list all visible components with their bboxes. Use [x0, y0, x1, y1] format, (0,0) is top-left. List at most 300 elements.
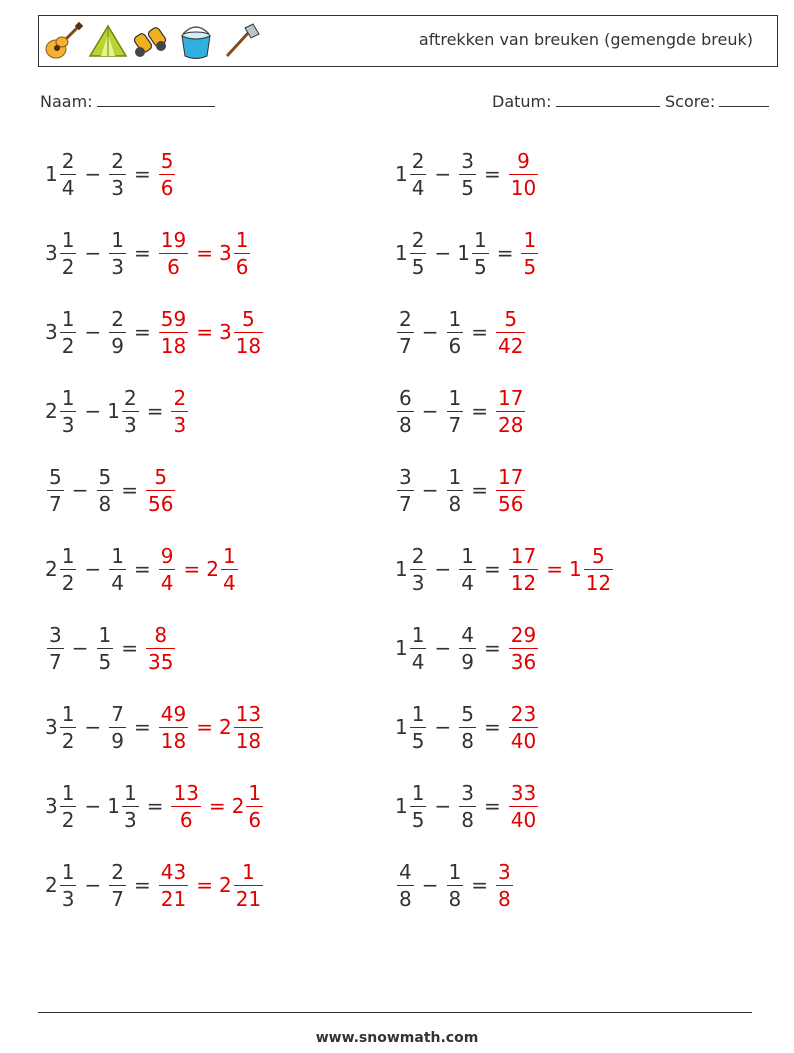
fraction [459, 545, 476, 594]
fraction [122, 782, 139, 831]
whole-part: 1 [107, 794, 120, 818]
fraction-bar [459, 648, 476, 649]
minus-sign: − [71, 636, 89, 660]
denominator: 7 [399, 333, 412, 358]
numerator: 1 [61, 859, 75, 884]
denominator: 40 [510, 728, 537, 753]
numerator: 5 [461, 701, 474, 726]
minus-sign: − [421, 478, 439, 502]
numerator: 1 [61, 227, 75, 252]
fraction-bar [97, 490, 114, 491]
numerator: 1 [242, 859, 255, 884]
denominator: 3 [411, 570, 425, 595]
numerator: 5 [592, 543, 605, 568]
fraction [159, 703, 188, 752]
fraction [159, 150, 176, 199]
denominator: 4 [61, 175, 75, 200]
denominator: 6 [160, 175, 174, 200]
fraction [122, 387, 139, 436]
date-blank[interactable] [556, 92, 660, 107]
numerator: 3 [49, 622, 62, 647]
minus-sign: − [71, 478, 89, 502]
fraction-bar [159, 332, 188, 333]
denominator: 4 [111, 570, 124, 595]
problem-item [45, 221, 252, 285]
minus-sign: − [84, 715, 102, 739]
numerator: 4 [399, 859, 412, 884]
fraction [146, 466, 175, 515]
minus-sign: − [434, 162, 452, 186]
numerator: 2 [111, 306, 124, 331]
denominator: 8 [461, 728, 474, 753]
binoculars-icon [131, 20, 173, 62]
answer [519, 229, 540, 278]
whole-part: 2 [45, 399, 58, 423]
mixed-number [107, 150, 128, 199]
equals-sign: = [471, 320, 488, 344]
numerator: 29 [510, 622, 537, 647]
denominator: 35 [148, 649, 174, 674]
fraction-bar [146, 648, 175, 649]
fraction-bar [410, 806, 427, 807]
problem-item [395, 458, 527, 522]
fraction-bar [159, 253, 188, 254]
answer [157, 861, 265, 910]
fraction-bar [496, 885, 513, 886]
fraction-bar [459, 806, 476, 807]
name-blank[interactable] [97, 92, 215, 107]
denominator: 10 [510, 175, 537, 200]
fraction [159, 861, 188, 910]
answer-equals-sign: = [196, 715, 213, 739]
equals-sign: = [483, 162, 501, 186]
fraction [410, 782, 427, 831]
fraction-bar [459, 727, 476, 728]
problem-item [45, 379, 190, 443]
denominator: 8 [461, 807, 474, 832]
whole-part: 2 [206, 557, 219, 581]
numerator: 1 [461, 543, 474, 568]
mixed-number [107, 308, 128, 357]
name-label: Naam: [40, 92, 93, 111]
problem-item [45, 537, 240, 601]
fraction [234, 308, 263, 357]
fraction [410, 624, 427, 673]
problem-item [395, 853, 515, 917]
problem-item [45, 142, 177, 206]
fraction-bar [397, 490, 414, 491]
denominator: 8 [448, 491, 462, 516]
equals-sign: = [121, 636, 138, 660]
problem-item [45, 616, 177, 680]
fraction [109, 150, 126, 199]
fraction [234, 229, 251, 278]
fraction-bar [459, 569, 476, 570]
denominator: 3 [173, 412, 187, 437]
answer [144, 624, 177, 673]
mixed-number [445, 308, 466, 357]
mixed-number [95, 466, 116, 515]
mixed-number [107, 861, 128, 910]
whole-part: 2 [45, 557, 58, 581]
header-icons [43, 20, 261, 64]
answer [507, 782, 540, 831]
denominator: 3 [61, 412, 75, 437]
numerator: 1 [235, 227, 249, 252]
fraction [509, 782, 538, 831]
denominator: 6 [235, 254, 249, 279]
numerator: 2 [411, 148, 425, 173]
equals-sign: = [483, 557, 501, 581]
denominator: 6 [448, 333, 462, 358]
mixed-number [45, 624, 66, 673]
fraction-bar [234, 253, 251, 254]
numerator: 1 [123, 780, 137, 805]
mixed-number [219, 861, 265, 910]
answer [169, 387, 190, 436]
answer-equals-sign: = [196, 873, 213, 897]
mixed-number [395, 545, 428, 594]
worksheet-title: aftrekken van breuken (gemengde breuk) [418, 30, 753, 49]
fraction-bar [171, 411, 188, 412]
numerator: 5 [98, 464, 112, 489]
minus-sign: − [421, 873, 439, 897]
fraction [410, 703, 427, 752]
numerator: 3 [399, 464, 412, 489]
fraction [496, 466, 525, 515]
denominator: 5 [411, 807, 425, 832]
fraction [97, 624, 114, 673]
denominator: 7 [399, 491, 412, 516]
equals-sign: = [483, 715, 501, 739]
fraction-bar [109, 174, 126, 175]
fraction-bar [146, 490, 175, 491]
mixed-number [445, 861, 466, 910]
mixed-number [445, 387, 466, 436]
denominator: 42 [498, 333, 524, 358]
numerator: 5 [49, 464, 62, 489]
fraction-bar [60, 332, 77, 333]
whole-part: 3 [45, 320, 58, 344]
fraction [509, 150, 538, 199]
fraction-bar [60, 411, 77, 412]
bucket-icon [175, 20, 217, 62]
fraction [509, 624, 538, 673]
fraction-bar [159, 569, 176, 570]
fraction-bar [47, 648, 64, 649]
denominator: 56 [148, 491, 174, 516]
mixed-number [445, 466, 466, 515]
fraction-bar [410, 174, 427, 175]
numerator: 1 [411, 622, 425, 647]
mixed-number [232, 782, 265, 831]
fraction [459, 782, 476, 831]
denominator: 7 [49, 649, 62, 674]
whole-part: 2 [45, 873, 58, 897]
whole-part: 3 [218, 320, 232, 344]
fraction [234, 703, 263, 752]
whole-part: 2 [231, 794, 245, 818]
mixed-number [457, 703, 478, 752]
fraction-bar [447, 411, 464, 412]
mixed-number [395, 308, 416, 357]
fraction-bar [234, 885, 263, 886]
problem-item [395, 379, 527, 443]
problem-item [45, 853, 265, 917]
denominator: 8 [498, 886, 511, 911]
mixed-number [45, 545, 78, 594]
fraction-bar [159, 174, 176, 175]
answer-equals-sign: = [208, 794, 226, 818]
whole-part: 1 [457, 241, 470, 265]
score-label: Score: [665, 92, 716, 111]
numerator: 1 [448, 464, 462, 489]
denominator: 8 [399, 886, 412, 911]
minus-sign: − [434, 557, 452, 581]
problem-item [395, 221, 540, 285]
fraction-bar [410, 727, 427, 728]
fraction-bar [447, 332, 464, 333]
fraction [171, 387, 188, 436]
date-field [492, 92, 660, 111]
equals-sign: = [146, 794, 164, 818]
fraction-bar [472, 253, 489, 254]
fraction [60, 308, 77, 357]
numerator: 9 [517, 148, 530, 173]
denominator: 2 [61, 570, 75, 595]
fraction [509, 703, 538, 752]
denominator: 6 [248, 807, 262, 832]
numerator: 13 [173, 780, 199, 805]
numerator: 7 [111, 701, 124, 726]
fraction [97, 466, 114, 515]
fraction [397, 466, 414, 515]
answer [169, 782, 265, 831]
footer-divider [38, 1012, 752, 1013]
denominator: 9 [461, 649, 474, 674]
tent-icon [87, 20, 129, 62]
numerator: 2 [411, 543, 425, 568]
whole-part: 1 [395, 636, 408, 660]
fraction-bar [509, 727, 538, 728]
fraction-bar [410, 253, 427, 254]
numerator: 5 [154, 464, 168, 489]
mixed-number [457, 782, 478, 831]
fraction [447, 308, 464, 357]
fraction-bar [109, 569, 126, 570]
whole-part: 3 [45, 715, 58, 739]
fraction [60, 545, 77, 594]
mixed-number [395, 466, 416, 515]
fraction [397, 387, 414, 436]
answer [494, 308, 527, 357]
minus-sign: − [434, 794, 452, 818]
denominator: 5 [411, 728, 425, 753]
numerator: 2 [411, 227, 425, 252]
denominator: 12 [585, 570, 612, 595]
worksheet-header [38, 15, 778, 67]
fraction-bar [496, 332, 525, 333]
score-blank[interactable] [719, 92, 769, 107]
fraction-bar [496, 411, 525, 412]
minus-sign: − [84, 241, 102, 265]
fraction [410, 229, 427, 278]
whole-part: 2 [218, 715, 232, 739]
answer [507, 624, 540, 673]
mixed-number [395, 703, 428, 752]
whole-part: 1 [395, 715, 408, 739]
fraction-bar [159, 885, 188, 886]
fraction [509, 545, 538, 594]
denominator: 5 [523, 254, 537, 279]
denominator: 9 [111, 728, 124, 753]
denominator: 36 [510, 649, 537, 674]
mixed-number [95, 624, 116, 673]
whole-part: 3 [45, 241, 58, 265]
fraction-bar [122, 806, 139, 807]
fraction [496, 308, 525, 357]
numerator: 59 [160, 306, 187, 331]
minus-sign: − [421, 320, 439, 344]
equals-sign: = [133, 241, 151, 265]
denominator: 7 [111, 886, 124, 911]
denominator: 2 [61, 254, 75, 279]
answer [494, 466, 527, 515]
fraction-bar [397, 885, 414, 886]
denominator: 12 [510, 570, 537, 595]
whole-part: 1 [107, 399, 120, 423]
denominator: 5 [473, 254, 487, 279]
numerator: 23 [510, 701, 537, 726]
numerator: 17 [498, 464, 524, 489]
fraction-bar [171, 806, 200, 807]
numerator: 5 [504, 306, 518, 331]
fraction-bar [447, 490, 464, 491]
denominator: 3 [123, 807, 137, 832]
problem-item [395, 142, 540, 206]
fraction-bar [509, 806, 538, 807]
fraction [496, 861, 513, 910]
equals-sign: = [133, 715, 151, 739]
answer [157, 545, 240, 594]
equals-sign: = [133, 162, 151, 186]
numerator: 17 [498, 385, 524, 410]
numerator: 6 [399, 385, 412, 410]
denominator: 21 [235, 886, 262, 911]
equals-sign: = [133, 320, 151, 344]
fraction [109, 703, 126, 752]
minus-sign: − [434, 241, 452, 265]
numerator: 1 [248, 780, 262, 805]
equals-sign: = [471, 478, 488, 502]
equals-sign: = [471, 399, 488, 423]
denominator: 3 [111, 254, 124, 279]
mixed-number [219, 703, 265, 752]
fraction [60, 861, 77, 910]
numerator: 1 [61, 780, 75, 805]
fraction [159, 308, 188, 357]
denominator: 7 [448, 412, 462, 437]
fraction [221, 545, 238, 594]
mixed-number [219, 229, 252, 278]
fraction-bar [109, 885, 126, 886]
answer [507, 150, 540, 199]
numerator: 1 [98, 622, 112, 647]
mixed-number [45, 782, 78, 831]
numerator: 1 [61, 385, 75, 410]
fraction-bar [234, 332, 263, 333]
mixed-number [457, 545, 478, 594]
numerator: 2 [173, 385, 187, 410]
problem-item [45, 300, 265, 364]
denominator: 2 [61, 333, 75, 358]
denominator: 3 [123, 412, 137, 437]
numerator: 17 [510, 543, 537, 568]
minus-sign: − [84, 320, 102, 344]
denominator: 5 [411, 254, 425, 279]
denominator: 6 [179, 807, 193, 832]
guitar-icon [43, 20, 85, 62]
equals-sign: = [133, 873, 151, 897]
fraction [109, 861, 126, 910]
numerator: 2 [61, 148, 75, 173]
mixed-number [395, 150, 428, 199]
equals-sign: = [483, 794, 501, 818]
numerator: 1 [523, 227, 537, 252]
denominator: 28 [498, 412, 524, 437]
mixed-number [107, 782, 140, 831]
fraction-bar [109, 727, 126, 728]
mixed-number [457, 624, 478, 673]
axe-icon [219, 20, 261, 62]
fraction [496, 387, 525, 436]
fraction [397, 308, 414, 357]
fraction-bar [509, 569, 538, 570]
mixed-number [45, 861, 78, 910]
denominator: 5 [461, 175, 474, 200]
fraction-bar [447, 885, 464, 886]
numerator: 1 [448, 859, 462, 884]
footer-url: www.snowmath.com [315, 1030, 479, 1046]
problem-item [395, 774, 540, 838]
equals-sign: = [133, 557, 151, 581]
problem-item [45, 695, 265, 759]
fraction [521, 229, 538, 278]
score-field [665, 92, 769, 111]
numerator: 3 [461, 780, 474, 805]
equals-sign: = [471, 873, 488, 897]
answer [157, 308, 265, 357]
numerator: 1 [448, 306, 462, 331]
denominator: 18 [235, 333, 262, 358]
answer-equals-sign: = [196, 241, 213, 265]
equals-sign: = [146, 399, 164, 423]
denominator: 4 [461, 570, 474, 595]
fraction [447, 466, 464, 515]
numerator: 1 [61, 701, 75, 726]
numerator: 43 [160, 859, 187, 884]
denominator: 56 [498, 491, 524, 516]
mixed-number [457, 229, 490, 278]
denominator: 8 [399, 412, 412, 437]
numerator: 4 [461, 622, 474, 647]
numerator: 2 [111, 859, 124, 884]
date-label: Datum: [492, 92, 552, 111]
whole-part: 1 [45, 162, 58, 186]
fraction [171, 782, 200, 831]
mixed-number [219, 308, 265, 357]
fraction-bar [159, 727, 188, 728]
